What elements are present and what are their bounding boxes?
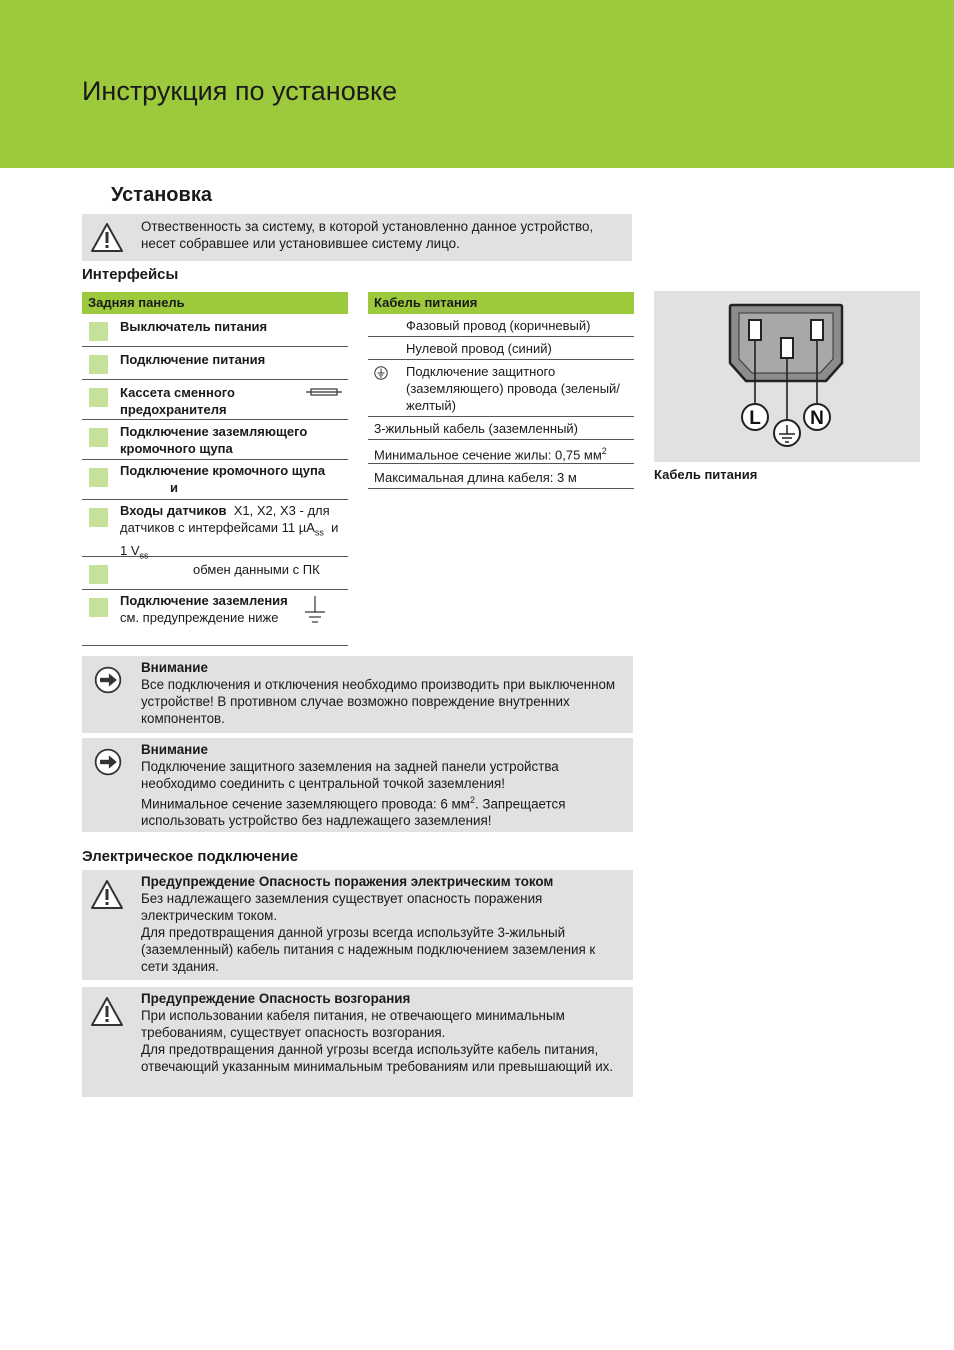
- table-row: [368, 464, 634, 489]
- row-label: Подключение защитного (заземляющего) провода (зеленый/желтый): [406, 364, 620, 413]
- callout-swatch: [89, 355, 108, 374]
- iec-socket-diagram: [654, 291, 920, 462]
- row-label: Минимальное сечение жилы: 0,75 $мм^2$: [374, 446, 607, 463]
- interfaces-heading: Интерфейсы: [82, 266, 179, 283]
- table-row: [368, 337, 634, 360]
- plug-label-n: N: [810, 408, 824, 429]
- callout-swatch: [89, 508, 108, 527]
- callout-swatch: [89, 322, 108, 341]
- page-title: Инструкция по установке: [82, 76, 398, 106]
- warning-triangle-icon: [90, 221, 124, 255]
- table-row: [82, 557, 348, 590]
- attention-note-text: Внимание Все подключения и отключения необходимо производить при выключенном устройстве! В противном случае возможно повреждение внутренних компонентов.: [141, 660, 616, 726]
- callout-swatch: [89, 598, 108, 617]
- row-label: Кассета сменного предохранителя: [120, 385, 235, 417]
- warning-triangle-icon: [90, 995, 124, 1029]
- attention-note: [82, 738, 633, 832]
- power-cable-header: Кабель питания: [368, 292, 634, 314]
- table-row: [82, 500, 348, 561]
- table-row: [82, 590, 348, 646]
- rear-panel-header: Задняя панель: [82, 292, 348, 314]
- section-title: Установка: [111, 184, 212, 206]
- row-label: Подключение заземляющего кромочного щупа: [120, 424, 308, 456]
- power-cable-table: [368, 292, 634, 489]
- table-row: [368, 417, 634, 440]
- row-label: Максимальная длина кабеля: 3 м: [374, 470, 577, 485]
- row-label: Входы датчиков X1, X2, X3 - для датчиков с интерфейсами 11 µA$_{ss}$ и 1 $V_{ss}$: [120, 503, 339, 561]
- table-row: [82, 314, 348, 347]
- attention-note-text: Внимание Подключение защитного заземления на задней панели устройства необходимо соединить с центральной точкой заземления! Минимальное сечение заземляющего провода: 6 $мм^2$. Запрещается использовать устройство без надлежащего заземления!: [141, 742, 566, 829]
- callout-swatch: [89, 468, 108, 487]
- callout-swatch: [89, 565, 108, 584]
- plug-caption: Кабель питания: [654, 467, 758, 482]
- attention-note: [82, 656, 633, 733]
- fuse-icon: [306, 388, 342, 396]
- table-row: [368, 440, 634, 464]
- callout-swatch: [89, 388, 108, 407]
- arrow-right-circle-icon: [93, 747, 123, 777]
- protective-earth-icon: [374, 366, 388, 380]
- row-label: Подключение питания: [120, 352, 266, 367]
- table-row: [82, 420, 348, 460]
- electrical-heading: Электрическое подключение: [82, 848, 299, 865]
- row-label: 3-жильный кабель (заземленный): [374, 421, 579, 436]
- row-label: Подключение кромочного щупа и: [120, 463, 326, 495]
- row-label: Подключение заземления см. предупреждение ниже: [120, 593, 288, 625]
- responsibility-note-text: Отвественность за систему, в которой установленно данное устройство, несет собравшее или установившее систему лицо.: [141, 219, 594, 251]
- table-row: [82, 347, 348, 380]
- warning-note-text: Предупреждение Опасность возгорания При использовании кабеля питания, не отвечающего минимальным требованиям, существует опасность возгорания. Для предотвращения данной угрозы всегда используйте кабель питания, отвечающий указанным минимальным требованиям или превышающий их.: [141, 991, 614, 1074]
- power-plug-figure: [654, 291, 920, 462]
- table-row: [368, 360, 634, 417]
- ground-icon: [304, 596, 326, 626]
- warning-note: [82, 870, 633, 980]
- plug-label-l: L: [749, 408, 761, 429]
- row-label: обмен данными с ПК: [193, 562, 320, 577]
- row-label: Выключатель питания: [120, 319, 268, 334]
- arrow-right-circle-icon: [93, 665, 123, 695]
- warning-note-text: Предупреждение Опасность поражения электрическим током Без надлежащего заземления существует опасность поражения электрическим током. Для предотвращения данной угрозы всегда используйте 3-жильный (заземленный) кабель питания с надежным подключением заземления к сети здания.: [141, 874, 596, 974]
- rear-panel-table: [82, 292, 348, 646]
- responsibility-note: [82, 214, 632, 261]
- table-row: [368, 314, 634, 337]
- warning-triangle-icon: [90, 878, 124, 912]
- table-row: [82, 460, 348, 500]
- row-label: Фазовый провод (коричневый): [406, 318, 591, 333]
- callout-swatch: [89, 428, 108, 447]
- warning-note: [82, 987, 633, 1097]
- row-label: Нулевой провод (синий): [406, 341, 552, 356]
- table-row: [82, 380, 348, 420]
